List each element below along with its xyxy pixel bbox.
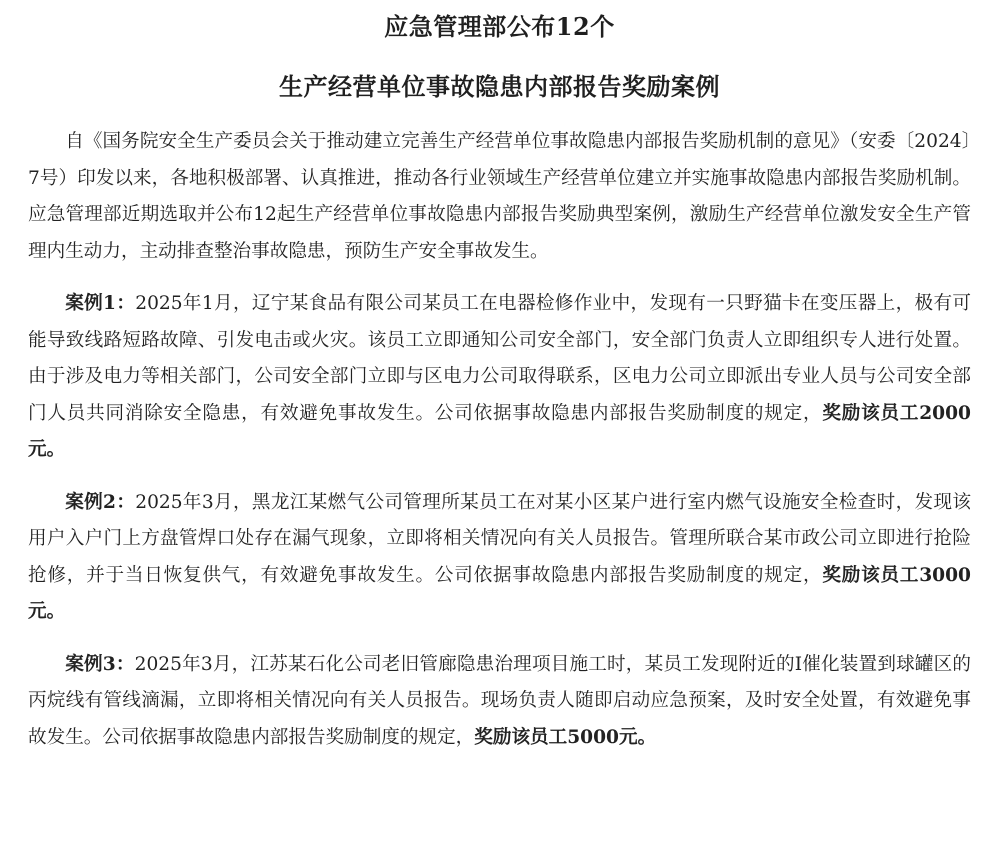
article xyxy=(28,0,971,756)
article-title-line-1: 应急管理部公布12个 xyxy=(384,12,615,41)
intro-paragraph: 自《国务院安全生产委员会关于推动建立完善生产经营单位事故隐患内部报告奖励机制的意见》（安委〔2024〕7号）印发以来，各地积极部署、认真推进，推动各行业领域生产经营单位建立并实施事故隐患内部报告奖励机制。应急管理部近期选取并公布12起生产经营单位事故隐患内部报告奖励典型案例，激励生产经营单位激发安全生产管理内生动力，主动排查整治事故隐患，预防生产安全事故发生。 xyxy=(28,131,971,262)
case-reward: 奖励该员工2000元。 xyxy=(28,402,971,460)
case-reward: 奖励该员工5000元。 xyxy=(474,726,657,748)
case-label: 案例1： xyxy=(65,293,136,314)
case-body: 2025年3月，江苏某石化公司老旧管廊隐患治理项目施工时，某员工发现附近的I催化装置到球罐区的丙烷线有管线滴漏，立即将相关情况向有关人员报告。现场负责人随即启动应急预案，及时安全处置，有效避免事故发生。公司依据事故隐患内部报告奖励制度的规定， xyxy=(28,653,971,748)
case-body: 2025年1月，辽宁某食品有限公司某员工在电器检修作业中，发现有一只野猫卡在变压器上，极有可能导致线路短路故障、引发电击或火灾。该员工立即通知公司安全部门，安全部门负责人立即组织专人进行处置。由于涉及电力等相关部门，公司安全部门立即与区电力公司取得联系，区电力公司立即派出专业人员与公司安全部门人员共同消除安全隐患，有效避免事故发生。公司依据事故隐患内部报告奖励制度的规定， xyxy=(28,293,971,424)
case-reward: 奖励该员工3000元。 xyxy=(28,564,971,622)
case-paragraph-1 xyxy=(28,286,971,469)
case-paragraph-2 xyxy=(28,485,971,631)
article-title-line-2: 生产经营单位事故隐患内部报告奖励案例 xyxy=(279,72,720,101)
case-label: 案例3： xyxy=(65,653,135,675)
case-label: 案例2： xyxy=(65,491,136,513)
case-paragraph-3 xyxy=(28,647,971,757)
case-body: 2025年3月，黑龙江某燃气公司管理所某员工在对某小区某户进行室内燃气设施安全检查时，发现该用户入户门上方盘管焊口处存在漏气现象，立即将相关情况向有关人员报告。管理所联合某市政公司立即进行抢险抢修，并于当日恢复供气，有效避免事故发生。公司依据事故隐患内部报告奖励制度的规定， xyxy=(28,491,971,586)
